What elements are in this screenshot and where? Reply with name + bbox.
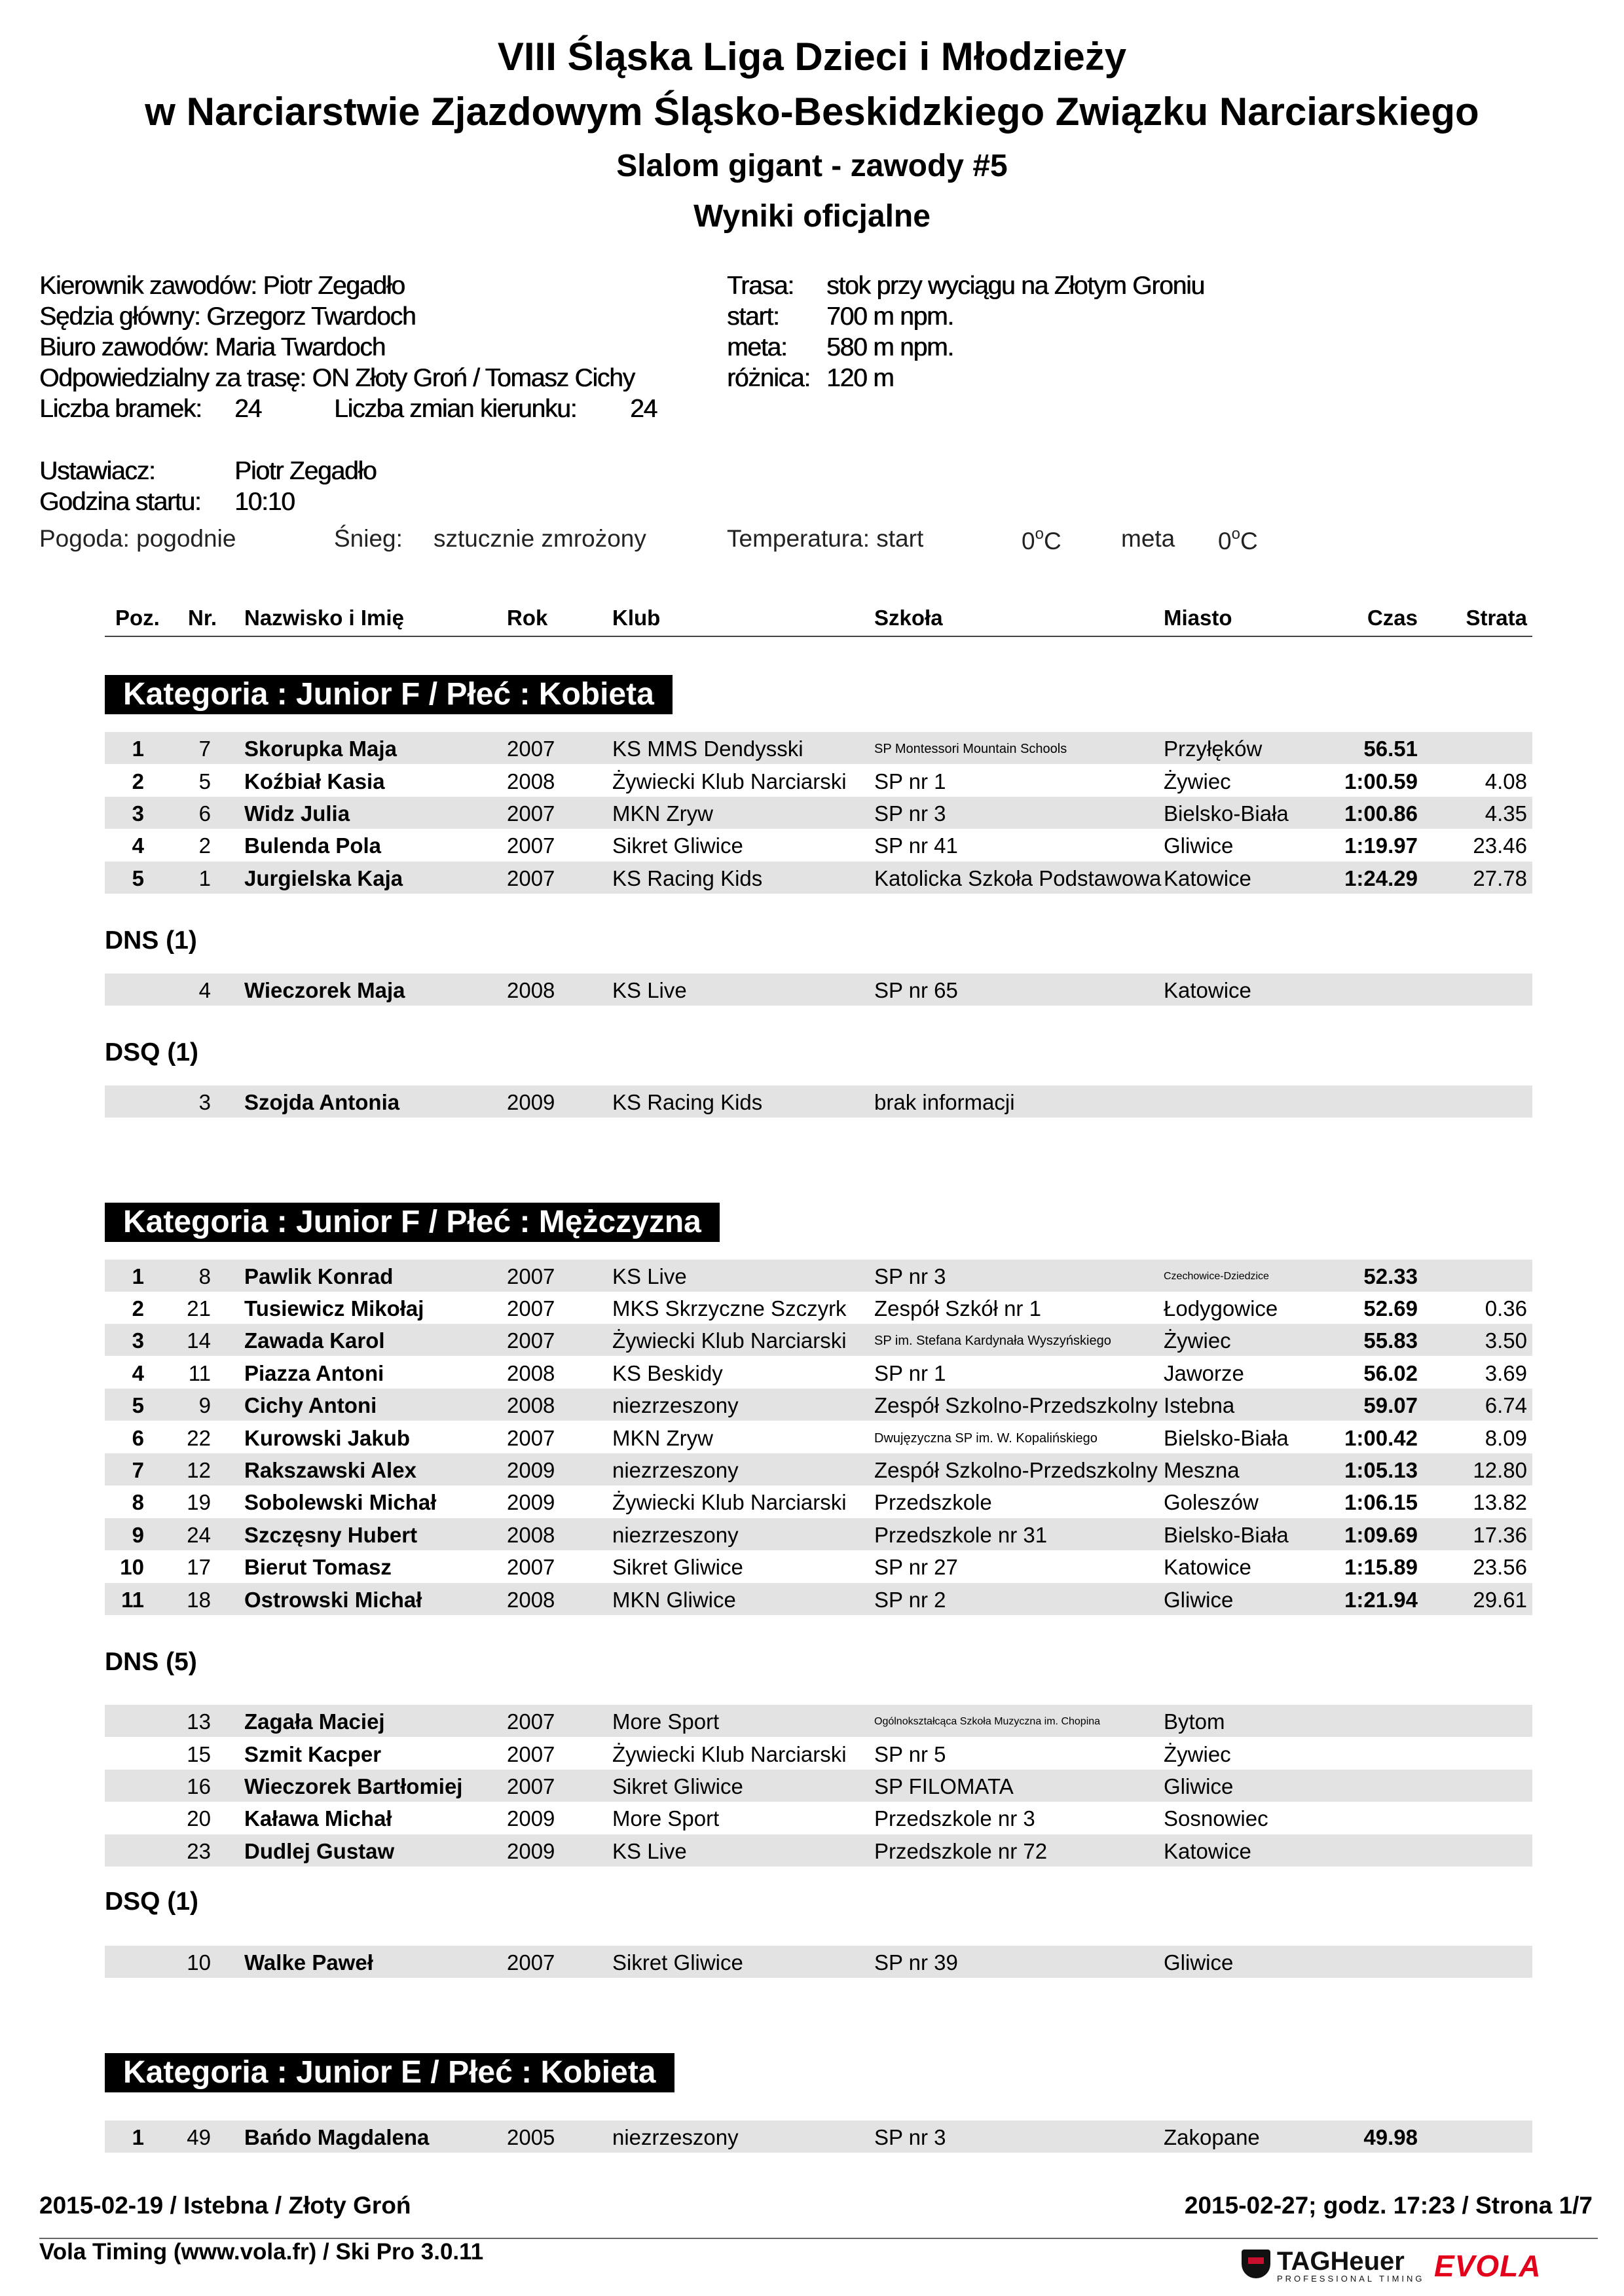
cell-czas: 1:09.69 xyxy=(1344,1523,1418,1547)
cell-name: Widz Julia xyxy=(244,801,350,826)
cell-poz: 6 xyxy=(132,1426,144,1450)
info-ustawiacz-label: Ustawiacz: xyxy=(39,457,155,485)
cell-szkola: SP nr 2 xyxy=(874,1588,946,1612)
cell-rok: 2007 xyxy=(507,1296,555,1321)
cell-miasto: Meszna xyxy=(1164,1458,1240,1482)
cell-klub: Sikret Gliwice xyxy=(612,833,743,858)
cell-klub: niezrzeszony xyxy=(612,1458,739,1482)
cell-miasto: Katowice xyxy=(1164,866,1251,890)
cell-rok: 2009 xyxy=(507,1490,555,1514)
cell-szkola: brak informacji xyxy=(874,1090,1015,1114)
cell-czas: 49.98 xyxy=(1363,2125,1418,2149)
cell-nr: 16 xyxy=(187,1774,211,1798)
table-row xyxy=(105,1324,1532,1356)
cell-rok: 2007 xyxy=(507,833,555,858)
cell-nr: 24 xyxy=(187,1523,211,1547)
cell-czas: 1:19.97 xyxy=(1344,833,1418,858)
table-row xyxy=(105,1834,1532,1867)
cell-nr: 7 xyxy=(198,737,211,761)
cell-nr: 23 xyxy=(187,1839,211,1863)
cell-miasto: Bielsko-Biała xyxy=(1164,801,1289,826)
cell-rok: 2007 xyxy=(507,1264,555,1288)
cell-miasto: Bielsko-Biała xyxy=(1164,1523,1289,1547)
title-results: Wyniki oficjalne xyxy=(693,199,931,234)
cell-name: Bańdo Magdalena xyxy=(244,2125,430,2149)
cell-szkola: SP nr 39 xyxy=(874,1950,958,1975)
table-row xyxy=(105,1421,1532,1453)
section-dns: DNS (1) xyxy=(105,926,197,955)
info-roznica-label: różnica: xyxy=(727,364,810,392)
cell-poz: 2 xyxy=(132,1296,144,1321)
cell-miasto: Goleszów xyxy=(1164,1490,1259,1514)
cell-klub: KS Beskidy xyxy=(612,1361,723,1385)
results-header xyxy=(105,606,1532,637)
cell-strata: 23.56 xyxy=(1473,1555,1527,1579)
cell-rok: 2007 xyxy=(507,801,555,826)
cell-klub: KS Racing Kids xyxy=(612,866,763,890)
info-roznica: 120 m xyxy=(826,364,894,392)
table-row xyxy=(105,862,1532,894)
cell-rok: 2009 xyxy=(507,1090,555,1114)
cell-miasto: Katowice xyxy=(1164,978,1251,1002)
cell-poz: 11 xyxy=(121,1588,144,1612)
cell-szkola: Dwujęzyczna SP im. W. Kopalińskiego xyxy=(874,1431,1098,1446)
cell-miasto: Przyłęków xyxy=(1164,737,1263,761)
cell-name: Kaława Michał xyxy=(244,1806,392,1831)
cell-miasto: Czechowice-Dziedzice xyxy=(1164,1271,1269,1282)
cell-strata: 12.80 xyxy=(1473,1458,1527,1482)
info-kierownik: Kierownik zawodów: Piotr Zegadło xyxy=(39,272,405,300)
cell-rok: 2008 xyxy=(507,1393,555,1417)
cell-klub: KS MMS Dendysski xyxy=(612,737,803,761)
cell-strata: 6.74 xyxy=(1485,1393,1527,1417)
cell-name: Szmit Kacper xyxy=(244,1742,382,1766)
cell-szkola: SP nr 3 xyxy=(874,801,946,826)
table-row xyxy=(105,1292,1532,1324)
cell-nr: 5 xyxy=(198,769,211,793)
cell-nr: 21 xyxy=(187,1296,211,1321)
cell-klub: More Sport xyxy=(612,1709,720,1734)
table-row xyxy=(105,1770,1532,1802)
cell-name: Sobolewski Michał xyxy=(244,1490,437,1514)
cell-nr: 20 xyxy=(187,1806,211,1831)
cell-rok: 2008 xyxy=(507,1588,555,1612)
cell-nr: 17 xyxy=(187,1555,211,1579)
cell-klub: Żywiecki Klub Narciarski xyxy=(612,1742,847,1766)
info-trasa: stok przy wyciągu na Złotym Groniu xyxy=(826,272,1204,300)
cell-szkola: SP nr 27 xyxy=(874,1555,958,1579)
cell-strata: 0.36 xyxy=(1485,1296,1527,1321)
info-zmian-label: Liczba zmian kierunku: xyxy=(334,395,577,423)
cell-czas: 1:00.59 xyxy=(1344,769,1418,793)
cell-szkola: Przedszkole nr 31 xyxy=(874,1523,1048,1547)
cell-miasto: Katowice xyxy=(1164,1839,1251,1863)
table-row xyxy=(105,1518,1532,1550)
col-czas: Czas xyxy=(1367,606,1418,630)
cell-nr: 14 xyxy=(187,1328,211,1353)
cell-szkola: Przedszkole nr 3 xyxy=(874,1806,1035,1831)
table-row xyxy=(105,797,1532,829)
cell-klub: Sikret Gliwice xyxy=(612,1950,743,1975)
cell-miasto: Gliwice xyxy=(1164,833,1234,858)
cell-szkola: SP FILOMATA xyxy=(874,1774,1014,1798)
info-trasa-label: Trasa: xyxy=(727,272,794,300)
cell-name: Bulenda Pola xyxy=(244,833,382,858)
table-row xyxy=(105,829,1532,861)
cell-nr: 12 xyxy=(187,1458,211,1482)
footer-date-place: 2015-02-19 / Istebna / Złoty Groń xyxy=(39,2192,411,2219)
category-header: Kategoria : Junior F / Płeć : Kobieta xyxy=(105,675,673,714)
cell-klub: Sikret Gliwice xyxy=(612,1555,743,1579)
cell-poz: 1 xyxy=(132,1264,144,1288)
cell-strata: 3.69 xyxy=(1485,1361,1527,1385)
title-event: Slalom gigant - zawody #5 xyxy=(616,149,1008,183)
cell-name: Wieczorek Bartłomiej xyxy=(244,1774,463,1798)
cell-rok: 2007 xyxy=(507,1774,555,1798)
cell-name: Rakszawski Alex xyxy=(244,1458,416,1482)
table-row xyxy=(105,974,1532,1006)
cell-klub: niezrzeszony xyxy=(612,1523,739,1547)
cell-szkola: SP nr 3 xyxy=(874,2125,946,2149)
cell-rok: 2007 xyxy=(507,1742,555,1766)
cell-czas: 1:21.94 xyxy=(1344,1588,1418,1612)
cell-szkola: Ogólnokształcąca Szkoła Muzyczna im. Chopina xyxy=(874,1716,1101,1727)
col-name: Nazwisko i Imię xyxy=(244,606,404,630)
cell-strata: 23.46 xyxy=(1473,833,1527,858)
table-row xyxy=(105,1802,1532,1834)
info-snieg: sztucznie zmrożony xyxy=(434,525,646,552)
cell-nr: 1 xyxy=(198,866,211,890)
cell-nr: 10 xyxy=(187,1950,211,1975)
title-federation: w Narciarstwie Zjazdowym Śląsko-Beskidzkiego Związku Narciarskiego xyxy=(145,90,1479,134)
cell-name: Bierut Tomasz xyxy=(244,1555,392,1579)
cell-klub: Sikret Gliwice xyxy=(612,1774,743,1798)
col-szkola: Szkoła xyxy=(874,606,943,630)
cell-name: Wieczorek Maja xyxy=(244,978,405,1002)
cell-klub: MKN Zryw xyxy=(612,801,713,826)
cell-name: Pawlik Konrad xyxy=(244,1264,394,1288)
cell-miasto: Katowice xyxy=(1164,1555,1251,1579)
cell-szkola: SP nr 1 xyxy=(874,1361,946,1385)
cell-miasto: Bielsko-Biała xyxy=(1164,1426,1289,1450)
info-pogoda: Pogoda: pogodnie xyxy=(39,525,236,552)
cell-strata: 4.35 xyxy=(1485,801,1527,826)
cell-name: Skorupka Maja xyxy=(244,737,397,761)
cell-name: Zawada Karol xyxy=(244,1328,385,1353)
table-row xyxy=(105,732,1532,764)
table-row xyxy=(105,1453,1532,1485)
table-row xyxy=(105,1485,1532,1518)
tag-heuer-shield-icon xyxy=(1242,2250,1270,2278)
info-snieg-label: Śnieg: xyxy=(334,525,403,552)
cell-miasto: Żywiec xyxy=(1164,1742,1231,1766)
cell-klub: More Sport xyxy=(612,1806,720,1831)
cell-nr: 4 xyxy=(198,978,211,1002)
cell-klub: MKN Gliwice xyxy=(612,1588,736,1612)
table-row xyxy=(105,1946,1532,1978)
cell-rok: 2007 xyxy=(507,737,555,761)
cell-name: Kurowski Jakub xyxy=(244,1426,411,1450)
cell-poz: 7 xyxy=(132,1458,144,1482)
cell-rok: 2007 xyxy=(507,866,555,890)
cell-miasto: Żywiec xyxy=(1164,1328,1231,1353)
cell-name: Cichy Antoni xyxy=(244,1393,377,1417)
info-ustawiacz: Piotr Zegadło xyxy=(234,457,377,485)
table-row xyxy=(105,1260,1532,1292)
cell-poz: 1 xyxy=(132,2125,144,2149)
cell-miasto: Żywiec xyxy=(1164,769,1231,793)
cell-nr: 15 xyxy=(187,1742,211,1766)
cell-szkola: Zespół Szkolno-Przedszkolny xyxy=(874,1393,1158,1417)
col-nr: Nr. xyxy=(188,606,217,630)
cell-rok: 2007 xyxy=(507,1426,555,1450)
cell-czas: 56.51 xyxy=(1363,737,1418,761)
info-liczba-bramek-label: Liczba bramek: xyxy=(39,395,202,423)
cell-name: Ostrowski Michał xyxy=(244,1588,422,1612)
cell-rok: 2009 xyxy=(507,1839,555,1863)
table-row xyxy=(105,2121,1532,2153)
cell-klub: KS Live xyxy=(612,1839,687,1863)
cell-czas: 1:06.15 xyxy=(1344,1490,1418,1514)
cell-poz: 5 xyxy=(132,1393,144,1417)
cell-klub: Żywiecki Klub Narciarski xyxy=(612,769,847,793)
cell-rok: 2009 xyxy=(507,1458,555,1482)
cell-klub: KS Live xyxy=(612,978,687,1002)
cell-miasto: Łodygowice xyxy=(1164,1296,1278,1321)
cell-szkola: Przedszkole xyxy=(874,1490,992,1514)
cell-klub: KS Live xyxy=(612,1264,687,1288)
cell-szkola: SP nr 41 xyxy=(874,833,958,858)
cell-nr: 19 xyxy=(187,1490,211,1514)
footer-print-info: 2015-02-27; godz. 17:23 / Strona 1/7 xyxy=(1184,2192,1593,2219)
cell-rok: 2007 xyxy=(507,1328,555,1353)
info-liczba-bramek: 24 xyxy=(234,395,261,423)
cell-name: Koźbiał Kasia xyxy=(244,769,385,793)
info-meta: 580 m npm. xyxy=(826,333,953,361)
cell-miasto: Gliwice xyxy=(1164,1950,1234,1975)
section-dsq: DSQ (1) xyxy=(105,1887,199,1916)
category-header: Kategoria : Junior F / Płeć : Mężczyzna xyxy=(105,1203,720,1242)
table-row xyxy=(105,765,1532,797)
cell-szkola: Katolicka Szkoła Podstawowa xyxy=(874,866,1162,890)
cell-czas: 56.02 xyxy=(1363,1361,1418,1385)
cell-poz: 3 xyxy=(132,801,144,826)
cell-klub: KS Racing Kids xyxy=(612,1090,763,1114)
cell-rok: 2008 xyxy=(507,1523,555,1547)
cell-rok: 2008 xyxy=(507,769,555,793)
table-row xyxy=(105,1550,1532,1582)
cell-name: Dudlej Gustaw xyxy=(244,1839,395,1863)
cell-szkola: Zespół Szkolno-Przedszkolny xyxy=(874,1458,1158,1482)
cell-strata: 27.78 xyxy=(1473,866,1527,890)
cell-nr: 49 xyxy=(187,2125,211,2149)
cell-miasto: Gliwice xyxy=(1164,1588,1234,1612)
cell-czas: 55.83 xyxy=(1363,1328,1418,1353)
cell-szkola: SP nr 5 xyxy=(874,1742,946,1766)
info-sedzia: Sędzia główny: Grzegorz Twardoch xyxy=(39,302,416,331)
cell-strata: 8.09 xyxy=(1485,1426,1527,1450)
cell-nr: 11 xyxy=(188,1361,211,1385)
info-start-label: start: xyxy=(727,302,779,331)
tag-heuer-logo: TAGHeuer PROFESSIONAL TIMING xyxy=(1277,2247,1425,2284)
info-temp-start: 0$^o$C xyxy=(1022,525,1061,555)
cell-name: Tusiewicz Mikołaj xyxy=(244,1296,424,1321)
info-meta-label: meta: xyxy=(727,333,787,361)
cell-szkola: SP nr 1 xyxy=(874,769,946,793)
cell-poz: 2 xyxy=(132,769,144,793)
vola-logo: EVOLA xyxy=(1434,2249,1541,2283)
cell-miasto: Jaworze xyxy=(1164,1361,1244,1385)
cell-klub: MKS Skrzyczne Szczyrk xyxy=(612,1296,847,1321)
cell-nr: 2 xyxy=(198,833,211,858)
cell-czas: 52.69 xyxy=(1363,1296,1418,1321)
info-start: 700 m npm. xyxy=(826,302,953,331)
cell-rok: 2007 xyxy=(507,1555,555,1579)
cell-miasto: Sosnowiec xyxy=(1164,1806,1268,1831)
cell-poz: 5 xyxy=(132,866,144,890)
cell-klub: niezrzeszony xyxy=(612,1393,739,1417)
table-row xyxy=(105,1357,1532,1389)
col-klub: Klub xyxy=(612,606,661,630)
cell-name: Szojda Antonia xyxy=(244,1090,400,1114)
info-biuro: Biuro zawodów: Maria Twardoch xyxy=(39,333,386,361)
col-miasto: Miasto xyxy=(1164,606,1232,630)
cell-czas: 1:24.29 xyxy=(1344,866,1418,890)
cell-rok: 2008 xyxy=(507,978,555,1002)
cell-name: Piazza Antoni xyxy=(244,1361,384,1385)
cell-poz: 4 xyxy=(132,1361,144,1385)
section-dns: DNS (5) xyxy=(105,1648,197,1676)
cell-nr: 13 xyxy=(187,1709,211,1734)
cell-poz: 3 xyxy=(132,1328,144,1353)
col-poz: Poz. xyxy=(115,606,160,630)
cell-szkola: Zespół Szkół nr 1 xyxy=(874,1296,1041,1321)
info-godzina: 10:10 xyxy=(234,488,295,516)
cell-czas: 1:00.86 xyxy=(1344,801,1418,826)
table-row xyxy=(105,1583,1532,1615)
cell-klub: Żywiecki Klub Narciarski xyxy=(612,1490,847,1514)
table-row xyxy=(105,1085,1532,1118)
cell-szkola: SP Montessori Mountain Schools xyxy=(874,742,1067,756)
cell-szkola: Przedszkole nr 72 xyxy=(874,1839,1048,1863)
info-zmian: 24 xyxy=(630,395,657,423)
cell-name: Jurgielska Kaja xyxy=(244,866,403,890)
cell-nr: 22 xyxy=(187,1426,211,1450)
title-main: VIII Śląska Liga Dzieci i Młodzieży xyxy=(497,35,1127,79)
cell-poz: 1 xyxy=(132,737,144,761)
cell-name: Szczęsny Hubert xyxy=(244,1523,418,1547)
cell-nr: 6 xyxy=(198,801,211,826)
cell-poz: 10 xyxy=(120,1555,144,1579)
cell-czas: 1:00.42 xyxy=(1344,1426,1418,1450)
info-temp-label: Temperatura: start xyxy=(727,525,924,552)
cell-klub: Żywiecki Klub Narciarski xyxy=(612,1328,847,1353)
cell-strata: 4.08 xyxy=(1485,769,1527,793)
info-odpowiedzialny: Odpowiedzialny za trasę: ON Złoty Groń / Tomasz Cichy xyxy=(39,364,635,392)
cell-miasto: Istebna xyxy=(1164,1393,1235,1417)
cell-miasto: Bytom xyxy=(1164,1709,1225,1734)
cell-rok: 2005 xyxy=(507,2125,555,2149)
cell-rok: 2007 xyxy=(507,1709,555,1734)
cell-poz: 8 xyxy=(132,1490,144,1514)
cell-nr: 3 xyxy=(198,1090,211,1114)
cell-nr: 18 xyxy=(187,1588,211,1612)
cell-rok: 2008 xyxy=(507,1361,555,1385)
info-godzina-label: Godzina startu: xyxy=(39,488,201,516)
table-row xyxy=(105,1389,1532,1421)
section-dsq: DSQ (1) xyxy=(105,1038,199,1066)
info-temp-meta: 0$^o$C xyxy=(1218,525,1258,555)
cell-miasto: Zakopane xyxy=(1164,2125,1260,2149)
cell-czas: 1:15.89 xyxy=(1344,1555,1418,1579)
cell-rok: 2009 xyxy=(507,1806,555,1831)
cell-poz: 4 xyxy=(132,833,144,858)
cell-czas: 52.33 xyxy=(1363,1264,1418,1288)
cell-strata: 17.36 xyxy=(1473,1523,1527,1547)
cell-nr: 8 xyxy=(198,1264,211,1288)
cell-szkola: SP nr 65 xyxy=(874,978,958,1002)
cell-czas: 59.07 xyxy=(1363,1393,1418,1417)
cell-strata: 3.50 xyxy=(1485,1328,1527,1353)
cell-czas: 1:05.13 xyxy=(1344,1458,1418,1482)
cell-strata: 13.82 xyxy=(1473,1490,1527,1514)
col-strata: Strata xyxy=(1466,606,1527,630)
cell-poz: 9 xyxy=(132,1523,144,1547)
col-rok: Rok xyxy=(507,606,548,630)
cell-name: Zagała Maciej xyxy=(244,1709,385,1734)
cell-szkola: SP im. Stefana Kardynała Wyszyńskiego xyxy=(874,1334,1111,1348)
cell-klub: MKN Zryw xyxy=(612,1426,713,1450)
table-row xyxy=(105,1705,1532,1737)
cell-nr: 9 xyxy=(198,1393,211,1417)
cell-name: Walke Paweł xyxy=(244,1950,373,1975)
cell-klub: niezrzeszony xyxy=(612,2125,739,2149)
cell-szkola: SP nr 3 xyxy=(874,1264,946,1288)
cell-miasto: Gliwice xyxy=(1164,1774,1234,1798)
cell-strata: 29.61 xyxy=(1473,1588,1527,1612)
footer-software: Vola Timing (www.vola.fr) / Ski Pro 3.0.11 xyxy=(39,2239,484,2265)
category-header: Kategoria : Junior E / Płeć : Kobieta xyxy=(105,2053,674,2092)
table-row xyxy=(105,1738,1532,1770)
cell-rok: 2007 xyxy=(507,1950,555,1975)
info-temp-meta-label: meta xyxy=(1121,525,1175,552)
